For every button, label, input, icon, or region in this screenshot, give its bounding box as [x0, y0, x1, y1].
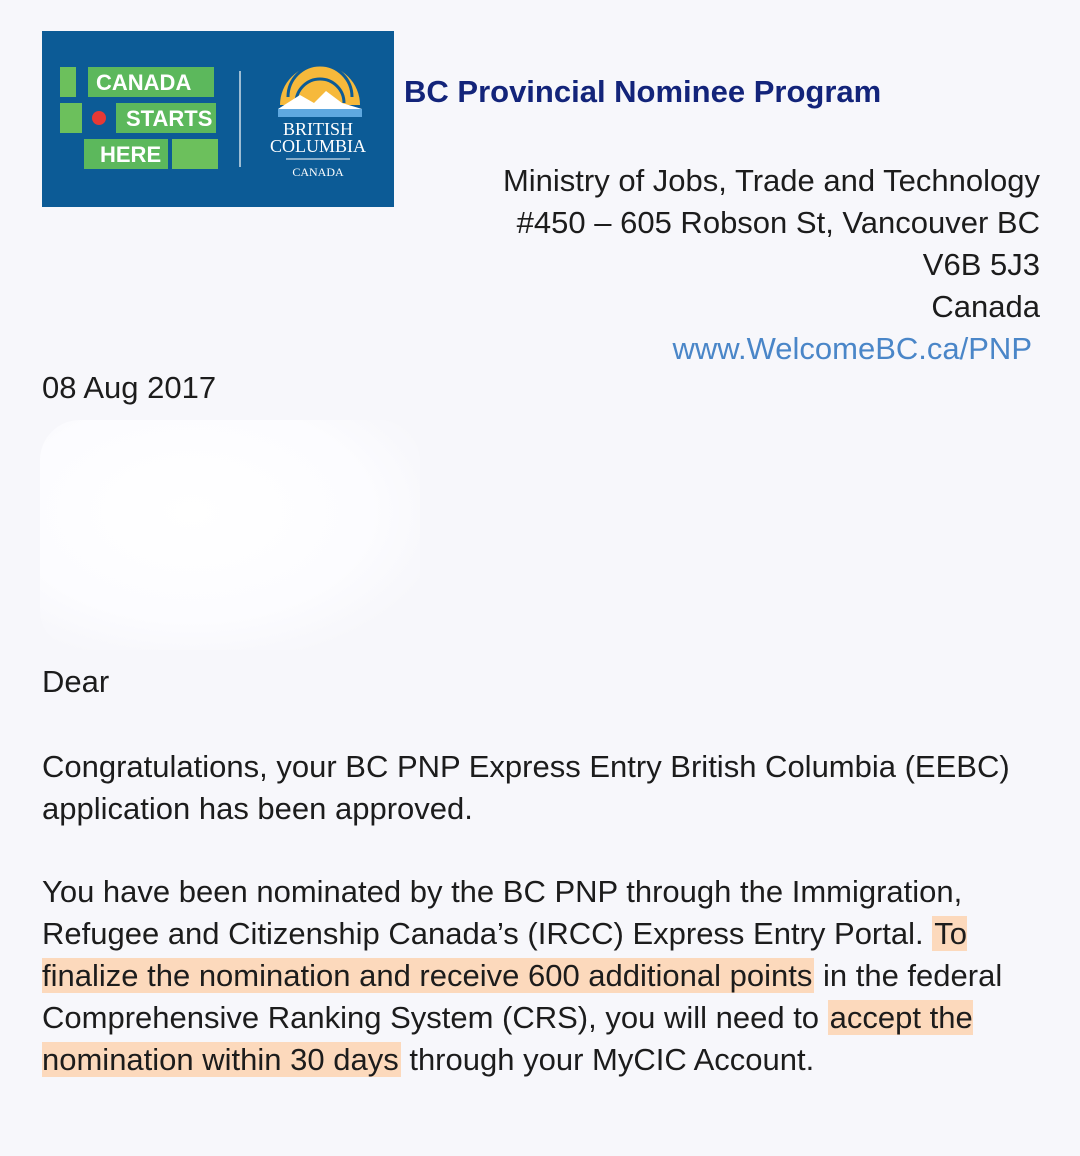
nomination-text-part1: You have been nominated by the BC PNP through the Immigration, Refugee and Citizenship Canada’s (IRCC) Express Entry Portal.: [42, 874, 963, 951]
logo-here-text: HERE: [100, 142, 162, 167]
highlight-points: To finalize the nomination and receive 600 additional points: [42, 916, 967, 993]
redacted-recipient-area: [40, 420, 420, 650]
highlight-deadline: accept the nomination within 30 days: [42, 1000, 973, 1077]
bc-sun-icon: [278, 65, 362, 117]
nomination-paragraph: [42, 871, 1052, 1081]
logo-graphic: [42, 31, 394, 207]
street-address: #450 – 605 Robson St, Vancouver BC: [516, 205, 1040, 240]
logo-starts-text: STARTS: [126, 106, 213, 131]
website-link[interactable]: www.WelcomeBC.ca/PNP: [672, 331, 1032, 366]
office-address: [503, 160, 1040, 370]
salutation: Dear: [42, 664, 110, 699]
approval-paragraph: Congratulations, your BC PNP Express Entry British Columbia (EEBC) application has been approved.: [42, 749, 1010, 826]
nomination-text-part3: through your MyCIC Account.: [400, 1042, 815, 1077]
ministry-name: Ministry of Jobs, Trade and Technology: [502, 163, 1040, 198]
bc-pnp-logo: [42, 31, 394, 207]
logo-canada-text: CANADA: [96, 70, 192, 95]
logo-canada-small-text: CANADA: [292, 165, 344, 179]
program-title: BC Provincial Nominee Program: [404, 74, 882, 109]
nomination-text-part2: in the federal Comprehensive Ranking System (CRS), you will need to: [42, 958, 1003, 1035]
maple-leaf-icon: [92, 111, 106, 125]
postal-code: V6B 5J3: [922, 247, 1040, 282]
logo-columbia-text: COLUMBIA: [269, 136, 367, 156]
letter-date: 08 Aug 2017: [42, 370, 217, 405]
country: Canada: [931, 289, 1040, 324]
logo-british-text: BRITISH: [282, 119, 354, 139]
